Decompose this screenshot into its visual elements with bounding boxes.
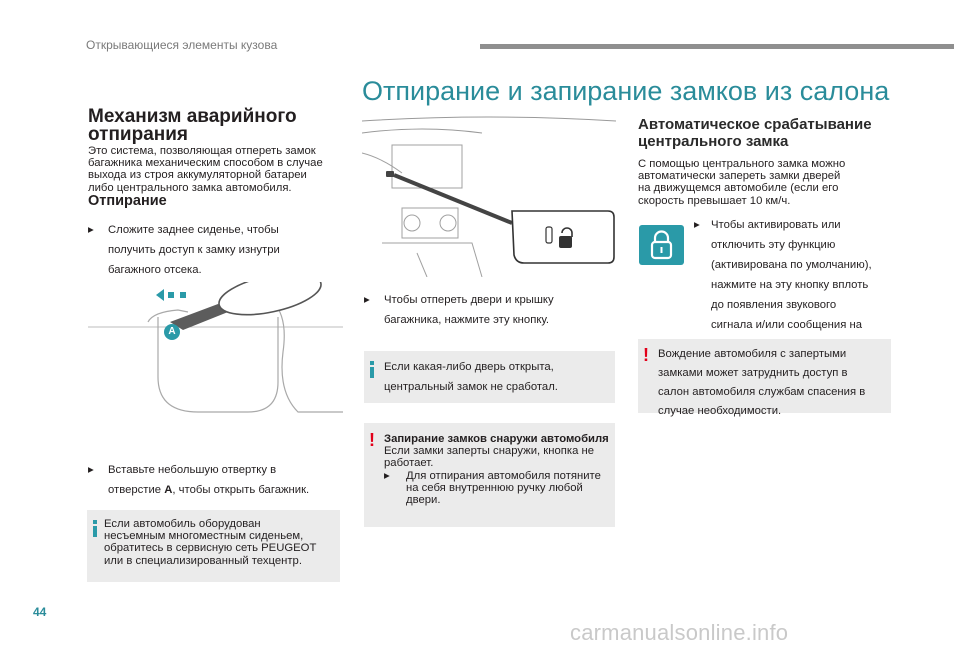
intro-line: либо центрального замка автомобиля. (88, 181, 292, 194)
intro-line: багажника механическим способом в случае (88, 157, 323, 170)
bullet-arrow-icon: ▸ (384, 469, 390, 482)
bullet-text (108, 460, 309, 500)
note-text (104, 518, 316, 567)
intro-line: на движущемся автомобиле (если его (638, 182, 839, 195)
intro-line: С помощью центрального замка можно (638, 158, 846, 170)
bullet-line: двери. (406, 494, 441, 507)
figure-label-a: A (164, 324, 180, 340)
info-icon (93, 520, 97, 537)
bullet-line: багажника, нажмите эту кнопку. (384, 314, 550, 326)
bullet-line: получить доступ к замку изнутри (108, 244, 280, 256)
intro-line: выхода из строя аккумуляторной батареи (88, 169, 307, 182)
watermark: carmanualsonline.info (570, 620, 789, 645)
bullet-line: (активирована по умолчанию), (711, 259, 872, 271)
left-title-line2: отпирания (88, 124, 189, 145)
note-line: Если автомобиль оборудован (104, 518, 261, 530)
bullet-line: сигнала и/или сообщения на (711, 319, 863, 331)
left-title-line1: Механизм аварийного (88, 106, 297, 127)
warning-text (384, 433, 616, 508)
left-subtitle: Отпирание (88, 193, 167, 209)
warning-icon: ! (369, 430, 375, 450)
intro-line: автоматически запереть замки дверей (638, 170, 841, 183)
intro-line: Это система, позволяющая отпереть замок (88, 145, 316, 157)
middle-bullet (364, 290, 614, 330)
bullet-arrow-icon: ▸ (88, 464, 94, 476)
bullet-arrow-icon: ▸ (694, 219, 700, 231)
section-title: Открывающиеся элементы кузова (86, 38, 278, 52)
left-bullet-2 (88, 460, 348, 500)
bullet-line: Сложите заднее сиденье, чтобы (108, 224, 279, 236)
bullet-text (108, 220, 280, 280)
info-icon (370, 361, 374, 378)
bullet-line: отключить эту функцию (711, 239, 836, 251)
bullet-line: Чтобы активировать или (711, 219, 841, 231)
left-bullet-1 (88, 220, 338, 280)
warning-icon: ! (643, 345, 649, 365)
bullet-text (711, 215, 872, 355)
note-line: обратитесь в сервисную сеть PEUGEOT (104, 542, 317, 555)
note-text (384, 357, 558, 397)
bullet-text-bold: A (164, 484, 173, 496)
right-bullet (694, 215, 894, 355)
bullet-arrow-icon: ▸ (88, 224, 94, 236)
note-line: несъемным многоместным сиденьем, (104, 530, 304, 543)
middle-info-note (364, 351, 615, 403)
central-lock-button-icon (639, 225, 684, 265)
page-title: Отпирание и запирание замков из салона (362, 76, 890, 106)
bullet-line: Для отпирания автомобиля потяните (406, 469, 601, 482)
bullet-line: до появления звукового (711, 299, 837, 311)
header-divider (480, 44, 954, 49)
warning-text (658, 345, 865, 421)
bullet-line (108, 480, 309, 500)
bullet-text (406, 470, 601, 507)
right-intro (638, 158, 845, 207)
warning-bullet (384, 470, 616, 508)
right-title-line2: центрального замка (638, 133, 789, 150)
note-line: или в специализированный техцентр. (104, 554, 302, 567)
dashboard-illustration (362, 113, 616, 277)
note-line: центральный замок не сработал. (384, 381, 558, 393)
bullet-line: на себя внутреннюю ручку любой (406, 481, 583, 494)
warning-line: случае необходимости. (658, 405, 782, 417)
warning-title: Запирание замков снаружи автомобиля (384, 433, 609, 445)
warning-line: салон автомобиля службам спасения в (658, 386, 866, 398)
warning-line: Если замки заперты снаружи, кнопка не (384, 445, 595, 458)
warning-line: работает. (384, 457, 434, 470)
left-intro (88, 145, 323, 194)
right-warning-note (638, 339, 891, 417)
warning-line: Вождение автомобиля с запертыми (658, 348, 847, 360)
intro-line: скорость превышает 10 км/ч. (638, 194, 791, 207)
trunk-lock-illustration (88, 282, 343, 432)
bullet-text (384, 290, 554, 330)
bullet-text-suffix: , чтобы открыть багажник. (172, 484, 310, 496)
bullet-arrow-icon: ▸ (364, 294, 370, 306)
bullet-line: нажмите на эту кнопку вплоть (711, 279, 869, 291)
bullet-line: Вставьте небольшую отвертку в (108, 464, 277, 476)
middle-warning-note (364, 423, 615, 527)
left-info-note (87, 510, 340, 582)
warning-line: замками может затруднить доступ в (658, 367, 848, 379)
page-number: 44 (33, 605, 47, 619)
bullet-line: багажного отсека. (108, 264, 202, 276)
right-title-line1: Автоматическое срабатывание (638, 116, 872, 133)
note-line: Если какая-либо дверь открыта, (384, 361, 554, 373)
bullet-text-prefix: отверстие (108, 484, 165, 496)
bullet-line: Чтобы отпереть двери и крышку (384, 294, 554, 306)
